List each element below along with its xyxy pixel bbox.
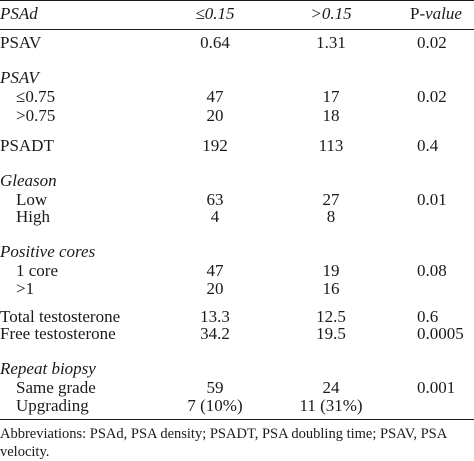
row-label: Total testosterone	[0, 307, 121, 326]
row-label: Same grade	[16, 378, 96, 397]
cell-pvalue: 0.08	[417, 261, 447, 280]
row-label: >0.75	[16, 106, 56, 125]
cell-pvalue: 0.001	[417, 378, 456, 397]
row-label: High	[16, 207, 50, 226]
group-label: Gleason	[0, 171, 57, 190]
header-col-high-text: >0.15	[310, 4, 352, 23]
table-bottom-rule	[0, 419, 474, 420]
row-label: Low	[16, 190, 48, 209]
cell-pvalue: 0.6	[417, 307, 439, 326]
row-label: Free testosterone	[0, 324, 116, 343]
cell-pvalue: 0.01	[417, 190, 447, 209]
group-label: PSAV	[0, 68, 39, 87]
cell-pvalue: 0.02	[417, 33, 447, 52]
cell-pvalue: 0.02	[417, 87, 447, 106]
group-label: Positive cores	[0, 242, 96, 261]
row-label: ≤0.75	[16, 87, 56, 106]
group-label: Repeat biopsy	[0, 359, 96, 378]
table-header-rule	[0, 29, 474, 30]
row-label: >1	[16, 279, 35, 298]
table-footnote: Abbreviations: PSAd, PSA density; PSADT, PSA doubling time; PSAV, PSA velocity.	[0, 426, 447, 460]
table-top-rule	[0, 0, 474, 1]
header-col-low-text: ≤0.15	[195, 4, 235, 23]
cell-pvalue: 0.0005	[417, 324, 464, 343]
row-label: PSADT	[0, 136, 54, 155]
cell-pvalue: 0.4	[417, 136, 439, 155]
header-label: PSAd	[0, 4, 38, 23]
row-label: 1 core	[16, 261, 59, 280]
row-label: Upgrading	[16, 396, 89, 415]
header-pvalue: P-value	[410, 4, 462, 23]
row-label: PSAV	[0, 33, 42, 52]
